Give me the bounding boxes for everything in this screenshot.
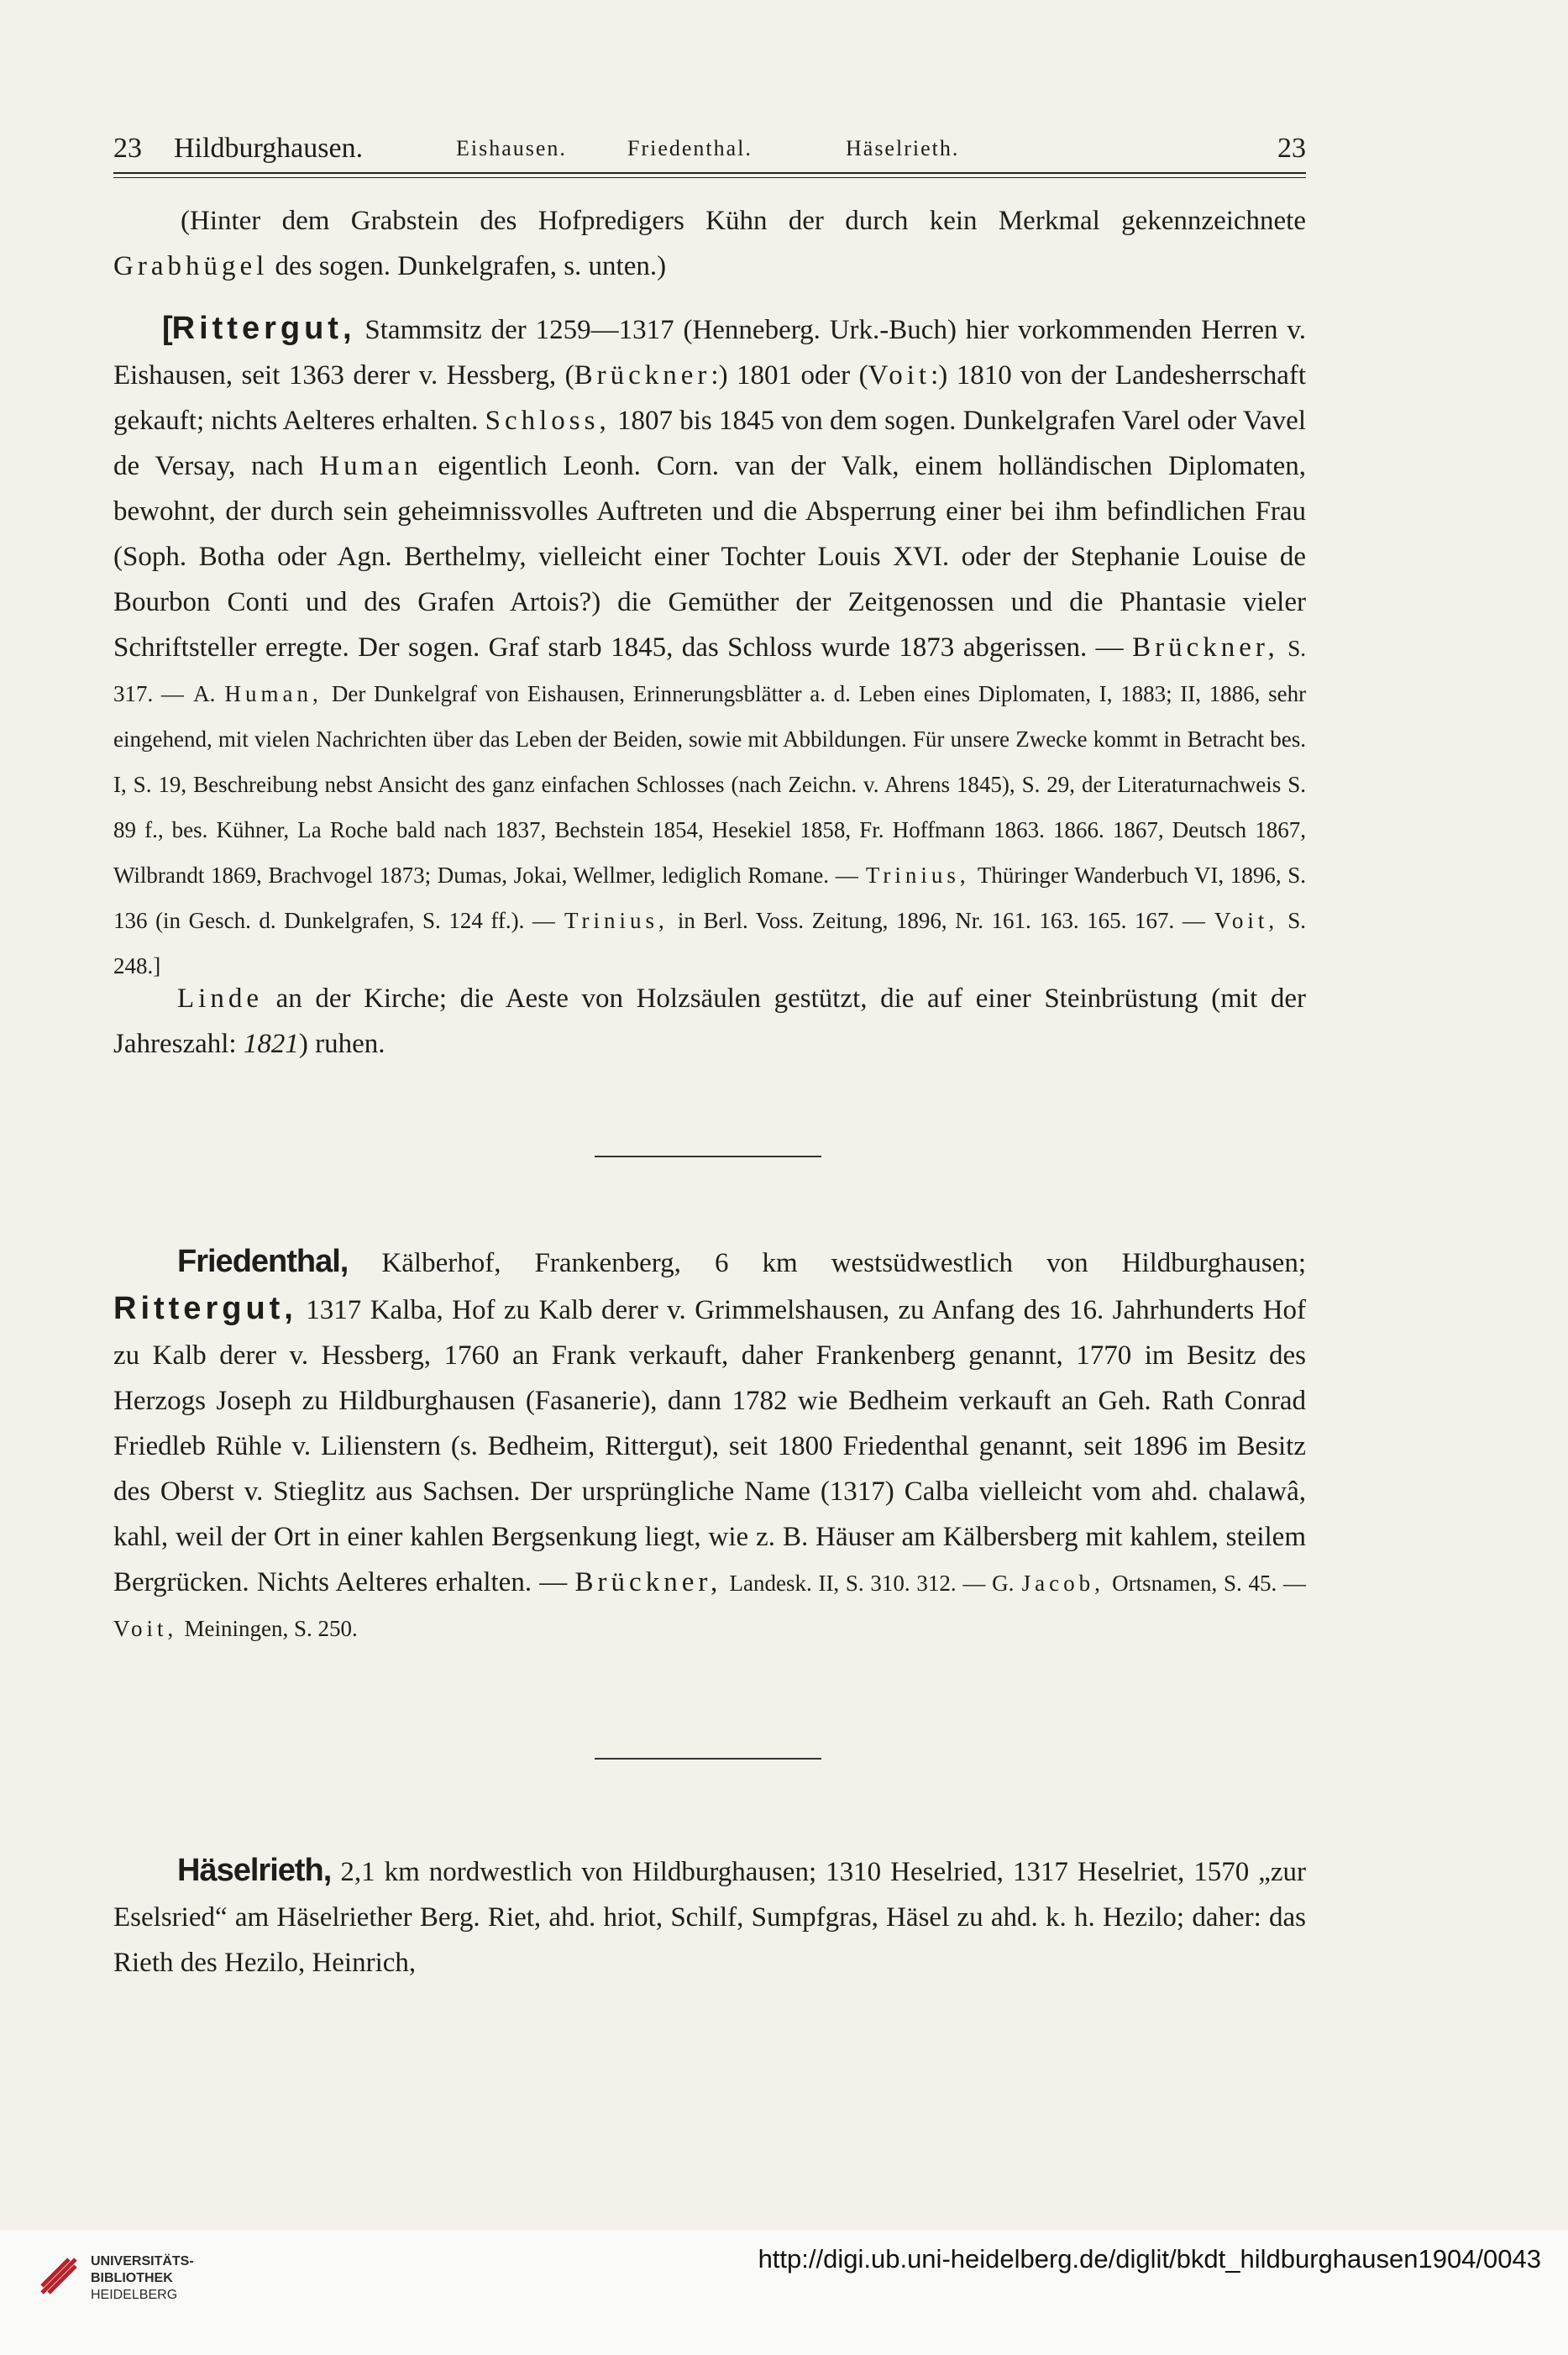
library-name: UNIVERSITÄTS- BIBLIOTHEK HEIDELBERG	[91, 2254, 194, 2302]
paragraph-linde: Linde an der Kirche; die Aeste von Holzsäulen gestützt, die auf einer Steinbrüstung (mit der Jahreszahl: 1821) ruhen.	[113, 983, 1306, 1059]
page-number-left: 23	[113, 133, 142, 164]
entry-heading-rittergut-friedenthal: Rittergut,	[113, 1291, 297, 1326]
page-number-right: 23	[1277, 133, 1306, 164]
source-url: http://digi.ub.uni-heidelberg.de/diglit/bkdt_hildburghausen1904/0043	[758, 2244, 1541, 2274]
entry-heading-friedenthal: Friedenthal,	[177, 1244, 349, 1279]
running-header	[113, 126, 1306, 176]
paragraph-grabstein: (Hinter dem Grabstein des Hofpredigers Kühn der durch kein Merkmal gekennzeichnete Grabhügel des sogen. Dunkelgrafen, s. unten.)	[113, 206, 1306, 281]
header-rule-thin	[113, 177, 1306, 178]
paragraph-rittergut-eishausen: [Rittergut, Stammsitz der 1259—1317 (Henneberg. Urk.-Buch) hier vorkommenden Herren v. Eishausen, seit 1363 derer v. Hessberg, (Brückner:) 1801 oder (Voit:) 1810 von der Landesherrschaft gekauft; nichts Aelteres erhalten. Schloss, 1807 bis 1845 von dem sogen. Dunkelgrafen Varel oder Vavel de Versay, nach Human eigentlich Leonh. Corn. van der Valk, einem holländischen Diplomaten, bewohnt, der durch sein geheimnissvolles Auftreten und die Absperrung einer bei ihm befindlichen Frau (Soph. Botha oder Agn. Berthelmy, vielleicht einer Tochter Louis XVI. oder der Stephanie Louise de Bourbon Conti und des Grafen Artois?) die Gemüther der Zeitgenossen und die Phantasie vieler Schriftsteller erregte. Der sogen. Graf starb 1845, das Schloss wurde 1873 abgerissen. — Brückner, S. 317. — A. Human, Der Dunkelgraf von Eishausen, Erinnerungsblätter a. d. Leben eines Diplomaten, I, 1883; II, 1886, sehr eingehend, mit vielen Nachrichten über das Leben der Beiden, sowie mit Abbildungen. Für unsere Zwecke kommt in Betracht bes. I, S. 19, Beschreibung nebst Ansicht des ganz einfachen Schlosses (nach Zeichn. v. Ahrens 1845), S. 29, der Literaturnachweis S. 89 f., bes. Kühner, La Roche bald nach 1837, Bechstein 1854, Hesekiel 1858, Fr. Hoffmann 1863. 1866. 1867, Deutsch 1867, Wilbrandt 1869, Brachvogel 1873; Dumas, Jokai, Wellmer, lediglich Romane. — Trinius, Thüringer Wanderbuch VI, 1896, S. 136 (in Gesch. d. Dunkelgrafen, S. 124 ff.). — Trinius, in Berl. Voss. Zeitung, 1896, Nr. 161. 163. 165. 167. — Voit, S. 248.]	[113, 311, 1307, 978]
paragraph-haselrieth: Häselrieth, 2,1 km nordwestlich von Hildburghausen; 1310 Heselried, 1317 Heselriet, 1570 „zur Eselsried“ am Häselriether Berg. Riet, ahd. hriot, Schilf, Sumpfgras, Häsel zu ahd. k. h. Hezilo; daher: das Rieth des Hezilo, Heinrich,	[113, 1853, 1306, 1978]
entry-heading-rittergut: Rittergut,	[171, 311, 356, 346]
entry-heading-haselrieth: Häselrieth,	[177, 1853, 332, 1888]
header-section-eishausen: Eishausen.	[456, 136, 567, 160]
section-separator	[595, 1758, 821, 1760]
header-place: Hildburghausen.	[174, 133, 364, 164]
header-rule	[113, 172, 1306, 174]
library-logo-icon	[34, 2251, 84, 2301]
header-section-haselrieth: Häselrieth.	[846, 136, 960, 160]
section-separator	[595, 1156, 821, 1157]
paragraph-friedenthal: Friedenthal, Kälberhof, Frankenberg, 6 km westsüdwestlich von Hildburghausen; Rittergut, 1317 Kalba, Hof zu Kalb derer v. Grimmelshausen, zu Anfang des 16. Jahrhunderts Hof zu Kalb derer v. Hessberg, 1760 an Frank verkauft, daher Frankenberg genannt, 1770 im Besitz des Herzogs Joseph zu Hildburghausen (Fasanerie), dann 1782 wie Bedheim verkauft an Geh. Rath Conrad Friedleb Rühle v. Lilienstern (s. Bedheim, Rittergut), seit 1800 Friedenthal genannt, seit 1896 im Besitz des Oberst v. Stieglitz aus Sachsen. Der ursprüngliche Name (1317) Calba vielleicht vom ahd. chalawâ, kahl, weil der Ort in einer kahlen Bergsenkung liegt, wie z. B. Häuser am Kälbersberg mit kahlem, steilem Bergrücken. Nichts Aelteres erhalten. — Brückner, Landesk. II, S. 310. 312. — G. Jacob, Ortsnamen, S. 45. — Voit, Meiningen, S. 250.	[113, 1244, 1307, 1641]
header-section-friedenthal: Friedenthal.	[627, 136, 753, 160]
